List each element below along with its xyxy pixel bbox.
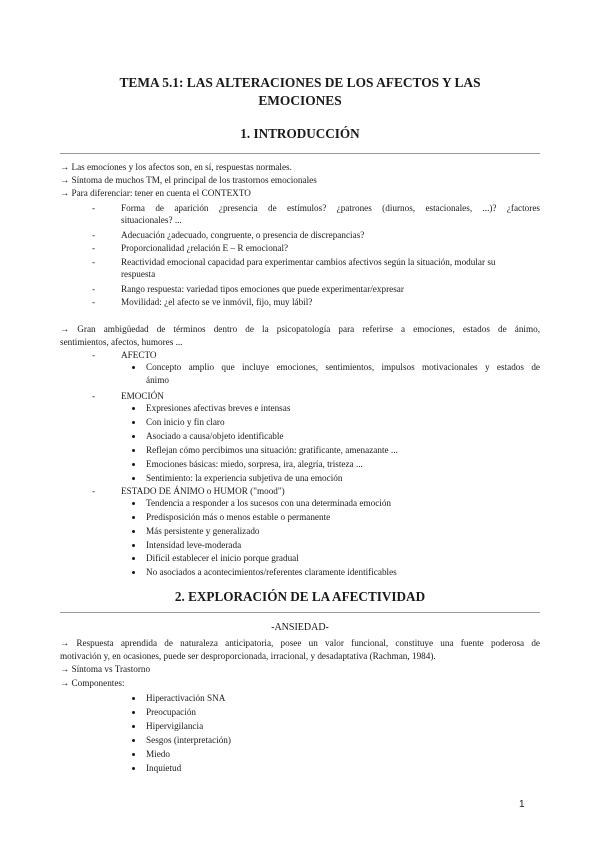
paragraph: → Gran ambigüedad de términos dentro de la psicopatología para referirse a emociones, estados de ánimo,	[60, 324, 540, 334]
bullet-item: Concepto amplio que incluye emociones, sentimientos, impulsos motivacionales y estados de	[146, 362, 540, 372]
term-label: AFECTO	[121, 350, 157, 360]
title-line-2: EMOCIONES	[258, 93, 342, 108]
bullet-item: Hiperactivación SNA	[146, 693, 226, 703]
bullet-item: Expresiones afectivas breves e intensas	[146, 403, 291, 413]
bullet-item-cont: ánimo	[146, 375, 169, 385]
arrow-line: → Componentes:	[60, 678, 125, 688]
dash-marker: -	[92, 203, 96, 213]
bullet-dot	[132, 544, 135, 547]
bullet-dot	[132, 435, 135, 438]
list-item: Adecuación ¿adecuado, congruente, o presencia de discrepancias?	[121, 230, 365, 240]
bullet-item: Hipervigilancia	[146, 721, 204, 731]
bullet-item: Sesgos (interpretación)	[146, 735, 231, 745]
list-item: Proporcionalidad ¿relación E – R emocional?	[121, 243, 289, 253]
bullet-item: Difícil establecer el inicio porque gradual	[146, 553, 299, 563]
section-divider	[60, 612, 540, 613]
bullet-dot	[132, 767, 135, 770]
bullet-dot	[132, 477, 135, 480]
bullet-item: Asociado a causa/objeto identificable	[146, 431, 284, 441]
subheading-ansiedad: -ANSIEDAD-	[271, 622, 329, 633]
bullet-item: Miedo	[146, 749, 170, 759]
arrow-line: → Síntoma vs Trastorno	[60, 664, 151, 674]
bullet-item: Con inicio y fin claro	[146, 417, 225, 427]
bullet-item: Más persistente y generalizado	[146, 526, 260, 536]
paragraph-cont: sentimientos, afectos, humores ...	[60, 337, 183, 347]
list-item: Movilidad: ¿el afecto se ve inmóvil, fijo, muy lábil?	[121, 297, 313, 307]
bullet-dot	[132, 449, 135, 452]
dash-marker: -	[92, 257, 96, 267]
page-number: 1	[519, 799, 525, 810]
dash-marker: -	[92, 230, 96, 240]
bullet-dot	[132, 421, 135, 424]
arrow-line: → Para diferenciar: tener en cuenta el CONTEXTO	[60, 188, 251, 198]
bullet-dot	[132, 697, 135, 700]
bullet-item: Predisposición más o menos estable o permanente	[146, 512, 331, 522]
dash-marker: -	[92, 486, 96, 496]
list-item: Forma de aparición ¿presencia de estímulos? ¿patrones (diurnos, estacionales, ...)? ¿factores	[121, 203, 540, 213]
arrow-line: → Las emociones y los afectos son, en sí, respuestas normales.	[60, 162, 292, 172]
dash-marker: -	[92, 297, 96, 307]
bullet-dot	[132, 516, 135, 519]
section-heading-exploracion: 2. EXPLORACIÓN DE LA AFECTIVIDAD	[174, 589, 426, 604]
section-divider	[60, 153, 540, 154]
bullet-item: No asociados a acontecimientos/referentes claramente identificables	[146, 567, 397, 577]
list-item: Reactividad emocional capacidad para experimentar cambios afectivos según la situación, modular su	[121, 257, 496, 267]
arrow-line: → Síntoma de muchos TM, el principal de los trastornos emocionales	[60, 175, 317, 185]
list-item-cont: respuesta	[121, 269, 156, 279]
paragraph: → Respuesta aprendida de naturaleza anticipatoria, posee un valor funcional, constituye una fuente poderosa de	[60, 638, 540, 648]
page-title	[60, 74, 540, 110]
list-item: Rango respuesta: variedad tipos emociones que puede experimentar/expresar	[121, 284, 404, 294]
dash-marker: -	[92, 284, 96, 294]
bullet-dot	[132, 366, 135, 369]
bullet-item: Inquietud	[146, 763, 182, 773]
bullet-dot	[132, 557, 135, 560]
bullet-dot	[132, 463, 135, 466]
dash-marker: -	[92, 243, 96, 253]
bullet-dot	[132, 753, 135, 756]
bullet-dot	[132, 530, 135, 533]
term-label: ESTADO DE ÁNIMO o HUMOR ("mood")	[121, 486, 285, 496]
section-heading-introduccion: 1. INTRODUCCIÓN	[240, 126, 360, 141]
bullet-item: Tendencia a responder a los sucesos con una determinada emoción	[146, 498, 392, 508]
bullet-item: Emociones básicas: miedo, sorpresa, ira, alegría, tristeza ...	[146, 459, 363, 469]
bullet-dot	[132, 739, 135, 742]
dash-marker: -	[92, 350, 96, 360]
bullet-item: Sentimiento: la experiencia subjetiva de una emoción	[146, 473, 343, 483]
bullet-dot	[132, 502, 135, 505]
bullet-item: Intensidad leve-moderada	[146, 540, 242, 550]
bullet-dot	[132, 725, 135, 728]
bullet-dot	[132, 711, 135, 714]
term-label: EMOCIÓN	[121, 391, 164, 401]
title-line-1: TEMA 5.1: LAS ALTERACIONES DE LOS AFECTOS Y LAS	[119, 75, 481, 90]
bullet-item: Preocupación	[146, 707, 197, 717]
bullet-dot	[132, 571, 135, 574]
paragraph-cont: motivación y, en ocasiones, puede ser desproporcionada, irracional, y desadaptativa (Rachman, 1984).	[60, 651, 436, 661]
bullet-dot	[132, 407, 135, 410]
dash-marker: -	[92, 391, 96, 401]
bullet-item: Reflejan cómo percibimos una situación: gratificante, amenazante ...	[146, 445, 398, 455]
list-item-cont: situacionales? ...	[121, 215, 182, 225]
